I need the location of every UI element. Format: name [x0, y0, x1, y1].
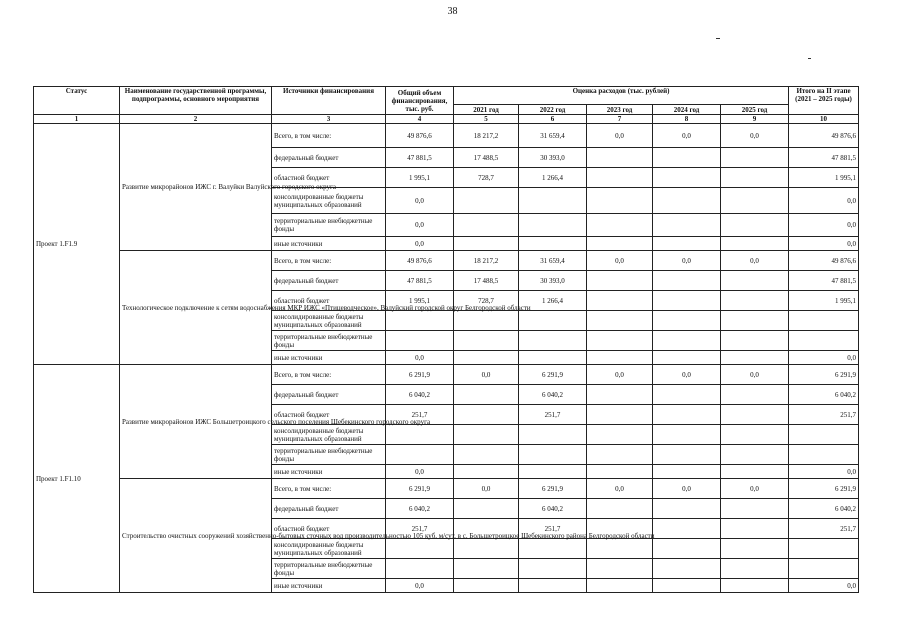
year-2025-cell: [721, 168, 789, 188]
funding-source-cell: территориальные внебюджетные фонды: [272, 559, 386, 579]
stage-total-cell: 1 995,1: [789, 291, 859, 311]
funding-source-cell: Всего, в том числе:: [272, 251, 386, 271]
funding-source-cell: Всего, в том числе:: [272, 479, 386, 499]
year-2022-cell: [519, 214, 587, 237]
year-2021-cell: [454, 214, 519, 237]
year-2022-cell: 6 040,2: [519, 385, 587, 405]
total-cell: [386, 445, 454, 465]
year-2024-cell: [653, 188, 721, 214]
stage-total-cell: 6 291,9: [789, 479, 859, 499]
year-2024-cell: [653, 148, 721, 168]
funding-source-cell: Всего, в том числе:: [272, 365, 386, 385]
budget-table: [33, 86, 859, 593]
year-2023-cell: [587, 271, 653, 291]
stage-total-cell: 1 995,1: [789, 168, 859, 188]
year-2023-cell: 0,0: [587, 124, 653, 148]
funding-source-cell: территориальные внебюджетные фонды: [272, 445, 386, 465]
funding-source-cell: консолидированные бюджеты муниципальных образований: [272, 188, 386, 214]
year-2021-cell: 17 488,5: [454, 271, 519, 291]
year-2022-cell: [519, 331, 587, 351]
year-2021-cell: 0,0: [454, 479, 519, 499]
total-cell: 47 881,5: [386, 271, 454, 291]
year-2024-cell: [653, 425, 721, 445]
year-2024-cell: [653, 214, 721, 237]
total-cell: 1 995,1: [386, 168, 454, 188]
total-cell: [386, 331, 454, 351]
year-2022-cell: 251,7: [519, 405, 587, 425]
stage-total-cell: 0,0: [789, 579, 859, 593]
table-row: [34, 124, 859, 148]
scan-mark: [716, 38, 720, 39]
year-2024-cell: [653, 311, 721, 331]
stage-total-cell: [789, 311, 859, 331]
column-index: 3: [272, 115, 386, 124]
funding-source-cell: областной бюджет: [272, 291, 386, 311]
year-2023-cell: [587, 465, 653, 479]
page-number: 38: [447, 6, 458, 17]
stage-total-cell: 0,0: [789, 214, 859, 237]
funding-source-cell: иные источники: [272, 237, 386, 251]
year-2021-cell: 18 217,2: [454, 251, 519, 271]
header-source: Источники финансирования: [272, 87, 386, 115]
year-2024-cell: [653, 271, 721, 291]
total-cell: 0,0: [386, 214, 454, 237]
header-total: Общий объем финансирования, тыс. руб.: [386, 87, 454, 115]
year-2021-cell: [454, 405, 519, 425]
year-2025-cell: [721, 559, 789, 579]
year-2022-cell: 30 393,0: [519, 271, 587, 291]
scan-mark: [808, 58, 811, 59]
year-2024-cell: [653, 519, 721, 539]
column-index: 7: [587, 115, 653, 124]
stage-total-cell: 6 040,2: [789, 499, 859, 519]
year-2022-cell: [519, 559, 587, 579]
total-cell: 251,7: [386, 519, 454, 539]
funding-source-cell: иные источники: [272, 465, 386, 479]
total-cell: 0,0: [386, 351, 454, 365]
year-2025-cell: [721, 579, 789, 593]
column-index: 8: [653, 115, 721, 124]
program-name-cell: Развитие микрорайонов ИЖС г. Валуйки Валуйского городского округа: [120, 124, 272, 251]
year-2025-cell: 0,0: [721, 124, 789, 148]
column-index: 5: [454, 115, 519, 124]
stage-total-cell: 251,7: [789, 405, 859, 425]
year-2021-cell: [454, 425, 519, 445]
stage-total-cell: [789, 445, 859, 465]
year-2024-cell: 0,0: [653, 479, 721, 499]
year-2024-cell: [653, 445, 721, 465]
year-2024-cell: [653, 168, 721, 188]
column-index: 4: [386, 115, 454, 124]
year-2021-cell: [454, 539, 519, 559]
year-2021-cell: [454, 559, 519, 579]
funding-source-cell: областной бюджет: [272, 405, 386, 425]
year-2023-cell: [587, 405, 653, 425]
total-cell: [386, 539, 454, 559]
year-2022-cell: [519, 579, 587, 593]
total-cell: 1 995,1: [386, 291, 454, 311]
year-2023-cell: [587, 214, 653, 237]
stage-total-cell: [789, 425, 859, 445]
year-2022-cell: [519, 425, 587, 445]
total-cell: 6 040,2: [386, 385, 454, 405]
year-2025-cell: [721, 405, 789, 425]
year-2024-cell: [653, 499, 721, 519]
year-2022-cell: [519, 188, 587, 214]
year-2023-cell: 0,0: [587, 479, 653, 499]
year-2025-cell: [721, 519, 789, 539]
stage-total-cell: 6 291,9: [789, 365, 859, 385]
year-2024-cell: [653, 405, 721, 425]
year-2021-cell: 18 217,2: [454, 124, 519, 148]
year-2021-cell: [454, 465, 519, 479]
stage-total-cell: 49 876,6: [789, 124, 859, 148]
year-2021-cell: 17 488,5: [454, 148, 519, 168]
program-name-cell: Строительство очистных сооружений хозяйственно-бытовых сточных вод производительностью 105 куб. м/сут. в с. Большетроицкое Шебекинского района Белгородской области: [120, 479, 272, 593]
year-2023-cell: [587, 425, 653, 445]
year-2021-cell: [454, 188, 519, 214]
funding-source-cell: консолидированные бюджеты муниципальных образований: [272, 539, 386, 559]
funding-source-cell: областной бюджет: [272, 519, 386, 539]
header-year: 2022 год: [519, 105, 587, 115]
table-body: [34, 124, 859, 593]
year-2021-cell: [454, 351, 519, 365]
year-2025-cell: [721, 351, 789, 365]
year-2023-cell: 0,0: [587, 365, 653, 385]
year-2024-cell: [653, 331, 721, 351]
year-2024-cell: 0,0: [653, 251, 721, 271]
program-name-cell: Развитие микрорайонов ИЖС Большетроицкого сельского поселения Шебекинского городского округа: [120, 365, 272, 479]
year-2023-cell: [587, 559, 653, 579]
stage-total-cell: 0,0: [789, 188, 859, 214]
year-2025-cell: [721, 499, 789, 519]
year-2021-cell: [454, 331, 519, 351]
year-2023-cell: [587, 579, 653, 593]
year-2022-cell: 31 659,4: [519, 124, 587, 148]
year-2023-cell: [587, 291, 653, 311]
year-2025-cell: [721, 465, 789, 479]
year-2022-cell: 251,7: [519, 519, 587, 539]
funding-source-cell: иные источники: [272, 579, 386, 593]
year-2021-cell: [454, 237, 519, 251]
year-2024-cell: [653, 291, 721, 311]
program-name-cell: Технологическое подключение к сетям водоснабжения МКР ИЖС «Птицеводческое», Валуйский городской округ Белгородской области: [120, 251, 272, 365]
year-2025-cell: [721, 445, 789, 465]
total-cell: 47 881,5: [386, 148, 454, 168]
year-2021-cell: [454, 445, 519, 465]
funding-source-cell: территориальные внебюджетные фонды: [272, 214, 386, 237]
total-cell: 49 876,6: [386, 124, 454, 148]
year-2021-cell: [454, 385, 519, 405]
year-2022-cell: 1 266,4: [519, 291, 587, 311]
year-2022-cell: 30 393,0: [519, 148, 587, 168]
total-cell: [386, 425, 454, 445]
year-2021-cell: 0,0: [454, 365, 519, 385]
table-row: [34, 365, 859, 385]
header-year: 2024 год: [653, 105, 721, 115]
year-2023-cell: [587, 188, 653, 214]
year-2022-cell: 6 291,9: [519, 479, 587, 499]
header-stage-total: Итого на II этапе (2021 – 2025 годы): [789, 87, 859, 115]
year-2022-cell: [519, 539, 587, 559]
year-2025-cell: [721, 188, 789, 214]
year-2025-cell: [721, 385, 789, 405]
year-2023-cell: [587, 351, 653, 365]
funding-source-cell: федеральный бюджет: [272, 271, 386, 291]
year-2022-cell: [519, 465, 587, 479]
total-cell: 0,0: [386, 465, 454, 479]
year-2025-cell: [721, 214, 789, 237]
year-2025-cell: [721, 539, 789, 559]
stage-total-cell: 0,0: [789, 351, 859, 365]
year-2022-cell: 6 291,9: [519, 365, 587, 385]
year-2023-cell: [587, 237, 653, 251]
year-2023-cell: [587, 331, 653, 351]
year-2023-cell: [587, 445, 653, 465]
header-estimate: Оценка расходов (тыс. рублей): [454, 87, 789, 105]
stage-total-cell: 251,7: [789, 519, 859, 539]
total-cell: 0,0: [386, 579, 454, 593]
total-cell: [386, 559, 454, 579]
column-index: 1: [34, 115, 120, 124]
year-2023-cell: [587, 148, 653, 168]
stage-total-cell: 47 881,5: [789, 271, 859, 291]
column-index: 10: [789, 115, 859, 124]
column-index: 6: [519, 115, 587, 124]
header-year: 2023 год: [587, 105, 653, 115]
funding-source-cell: федеральный бюджет: [272, 385, 386, 405]
column-index: 2: [120, 115, 272, 124]
year-2024-cell: [653, 579, 721, 593]
funding-source-cell: федеральный бюджет: [272, 148, 386, 168]
year-2022-cell: 31 659,4: [519, 251, 587, 271]
year-2022-cell: [519, 311, 587, 331]
year-2021-cell: [454, 311, 519, 331]
year-2025-cell: [721, 331, 789, 351]
year-2022-cell: [519, 237, 587, 251]
year-2021-cell: [454, 499, 519, 519]
year-2024-cell: 0,0: [653, 124, 721, 148]
year-2023-cell: [587, 385, 653, 405]
total-cell: 6 040,2: [386, 499, 454, 519]
year-2021-cell: 728,7: [454, 291, 519, 311]
year-2023-cell: [587, 499, 653, 519]
header-year: 2025 год: [721, 105, 789, 115]
table-row: [34, 479, 859, 499]
year-2021-cell: 728,7: [454, 168, 519, 188]
funding-source-cell: иные источники: [272, 351, 386, 365]
year-2024-cell: [653, 237, 721, 251]
year-2023-cell: [587, 311, 653, 331]
year-2025-cell: [721, 148, 789, 168]
year-2024-cell: [653, 465, 721, 479]
stage-total-cell: [789, 331, 859, 351]
year-2023-cell: [587, 168, 653, 188]
stage-total-cell: 47 881,5: [789, 148, 859, 168]
status-cell: Проект 1.F1.10: [34, 365, 120, 593]
year-2025-cell: [721, 291, 789, 311]
year-2022-cell: 1 266,4: [519, 168, 587, 188]
year-2024-cell: [653, 539, 721, 559]
status-cell: Проект 1.F1.9: [34, 124, 120, 365]
year-2022-cell: [519, 351, 587, 365]
funding-source-cell: консолидированные бюджеты муниципальных образований: [272, 311, 386, 331]
year-2025-cell: 0,0: [721, 365, 789, 385]
funding-source-cell: Всего, в том числе:: [272, 124, 386, 148]
year-2025-cell: [721, 311, 789, 331]
year-2024-cell: 0,0: [653, 365, 721, 385]
table-row: [34, 251, 859, 271]
year-2025-cell: 0,0: [721, 479, 789, 499]
year-2023-cell: [587, 539, 653, 559]
funding-source-cell: консолидированные бюджеты муниципальных образований: [272, 425, 386, 445]
year-2022-cell: [519, 445, 587, 465]
column-index: 9: [721, 115, 789, 124]
header-year: 2021 год: [454, 105, 519, 115]
funding-source-cell: областной бюджет: [272, 168, 386, 188]
stage-total-cell: [789, 539, 859, 559]
stage-total-cell: 0,0: [789, 465, 859, 479]
total-cell: 49 876,6: [386, 251, 454, 271]
stage-total-cell: 49 876,6: [789, 251, 859, 271]
header-status: Статус: [34, 87, 120, 115]
total-cell: [386, 311, 454, 331]
total-cell: 6 291,9: [386, 479, 454, 499]
year-2022-cell: 6 040,2: [519, 499, 587, 519]
year-2023-cell: 0,0: [587, 251, 653, 271]
header-name: Наименование государственной программы, подпрограммы, основного мероприятия: [120, 87, 272, 115]
year-2024-cell: [653, 385, 721, 405]
year-2025-cell: [721, 237, 789, 251]
total-cell: 251,7: [386, 405, 454, 425]
year-2024-cell: [653, 351, 721, 365]
total-cell: 0,0: [386, 188, 454, 214]
year-2025-cell: [721, 425, 789, 445]
stage-total-cell: [789, 559, 859, 579]
year-2021-cell: [454, 579, 519, 593]
total-cell: 0,0: [386, 237, 454, 251]
funding-source-cell: федеральный бюджет: [272, 499, 386, 519]
year-2025-cell: 0,0: [721, 251, 789, 271]
total-cell: 6 291,9: [386, 365, 454, 385]
funding-source-cell: территориальные внебюджетные фонды: [272, 331, 386, 351]
stage-total-cell: 6 040,2: [789, 385, 859, 405]
stage-total-cell: 0,0: [789, 237, 859, 251]
year-2024-cell: [653, 559, 721, 579]
year-2025-cell: [721, 271, 789, 291]
